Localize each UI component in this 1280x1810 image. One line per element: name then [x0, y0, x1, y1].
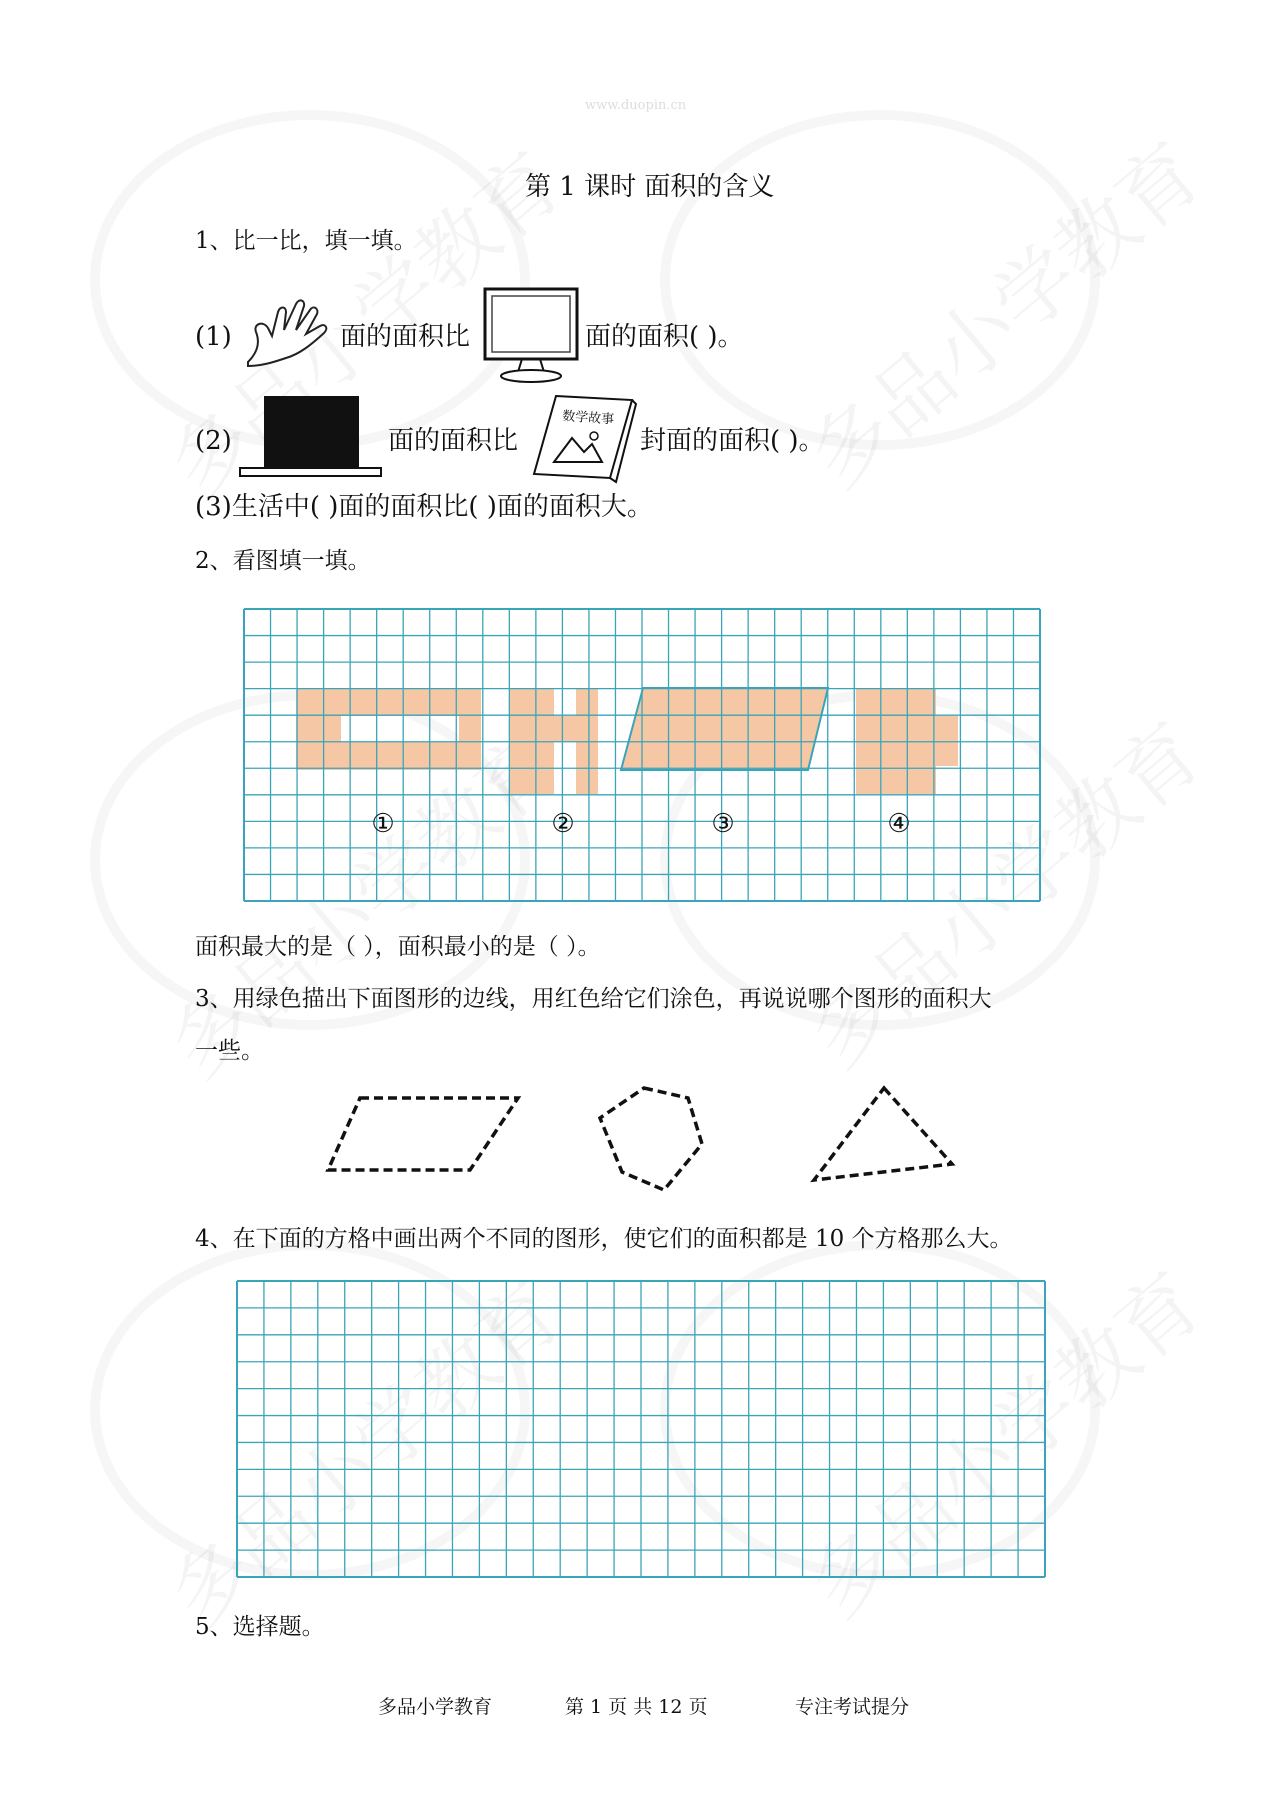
shape-1-label: ① — [371, 809, 395, 839]
shape-1-right — [459, 716, 481, 742]
q2-answer-line: 面积最大的是（ ），面积最小的是（ ）。 — [195, 934, 601, 960]
q3-shapes — [320, 1082, 970, 1212]
footer-right: 专注考试提分 — [795, 1696, 910, 1718]
shape-4-tab — [936, 716, 958, 766]
q4-empty-grid — [236, 1280, 1048, 1580]
q1-p1-text-b: 面的面积( )。 — [585, 322, 744, 352]
shape-2-right — [576, 688, 598, 794]
q1-p2-label: (2) — [195, 426, 232, 456]
shape-3-label: ③ — [711, 809, 735, 839]
q1-p3-text: (3)生活中( )面的面积比( )面的面积大。 — [195, 492, 653, 522]
shape-1-left — [296, 716, 341, 742]
q2-shapes — [296, 688, 958, 794]
shape-3-parallelogram — [621, 688, 828, 770]
footer-left: 多品小学教育 — [378, 1696, 493, 1718]
q1-heading: 1、比一比，填一填。 — [195, 228, 417, 254]
monitor-icon — [482, 286, 582, 386]
book-icon — [528, 392, 638, 484]
shape-2-label: ② — [551, 809, 575, 839]
dashed-hexagon — [600, 1088, 702, 1190]
q3-heading-line1: 3、用绿色描出下面图形的边线，用红色给它们涂色，再说说哪个图形的面积大 — [195, 986, 992, 1012]
footer-page-number: 第 1 页 共 12 页 — [565, 1696, 708, 1718]
dashed-parallelogram — [328, 1098, 518, 1170]
q1-p1-label: (1) — [195, 322, 232, 352]
book-title: 数学故事 — [561, 409, 615, 428]
hand-icon — [238, 292, 338, 370]
shape-2-middle — [554, 716, 576, 742]
q3-heading-line2: 一些。 — [195, 1038, 264, 1064]
dashed-triangle — [814, 1088, 952, 1180]
q1-p2-text-b: 封面的面积( )。 — [640, 426, 825, 456]
q2-grid-figure — [243, 608, 1043, 904]
shape-2-left — [509, 688, 554, 794]
page-title: 第 1 课时 面积的含义 — [525, 172, 775, 202]
q1-p1-text-a: 面的面积比 — [340, 322, 471, 352]
q5-heading: 5、选择题。 — [195, 1614, 325, 1640]
blackboard-icon — [238, 392, 383, 478]
q4-grid-lines — [237, 1281, 1045, 1577]
shape-4-main — [856, 688, 936, 794]
q4-heading: 4、在下面的方格中画出两个不同的图形，使它们的面积都是 10 个方格那么大。 — [195, 1226, 1013, 1252]
watermark-url: www.duopin.cn — [585, 98, 687, 113]
q1-p2-text-a: 面的面积比 — [388, 426, 519, 456]
shape-4-label: ④ — [887, 809, 911, 839]
q2-heading: 2、看图填一填。 — [195, 548, 371, 574]
